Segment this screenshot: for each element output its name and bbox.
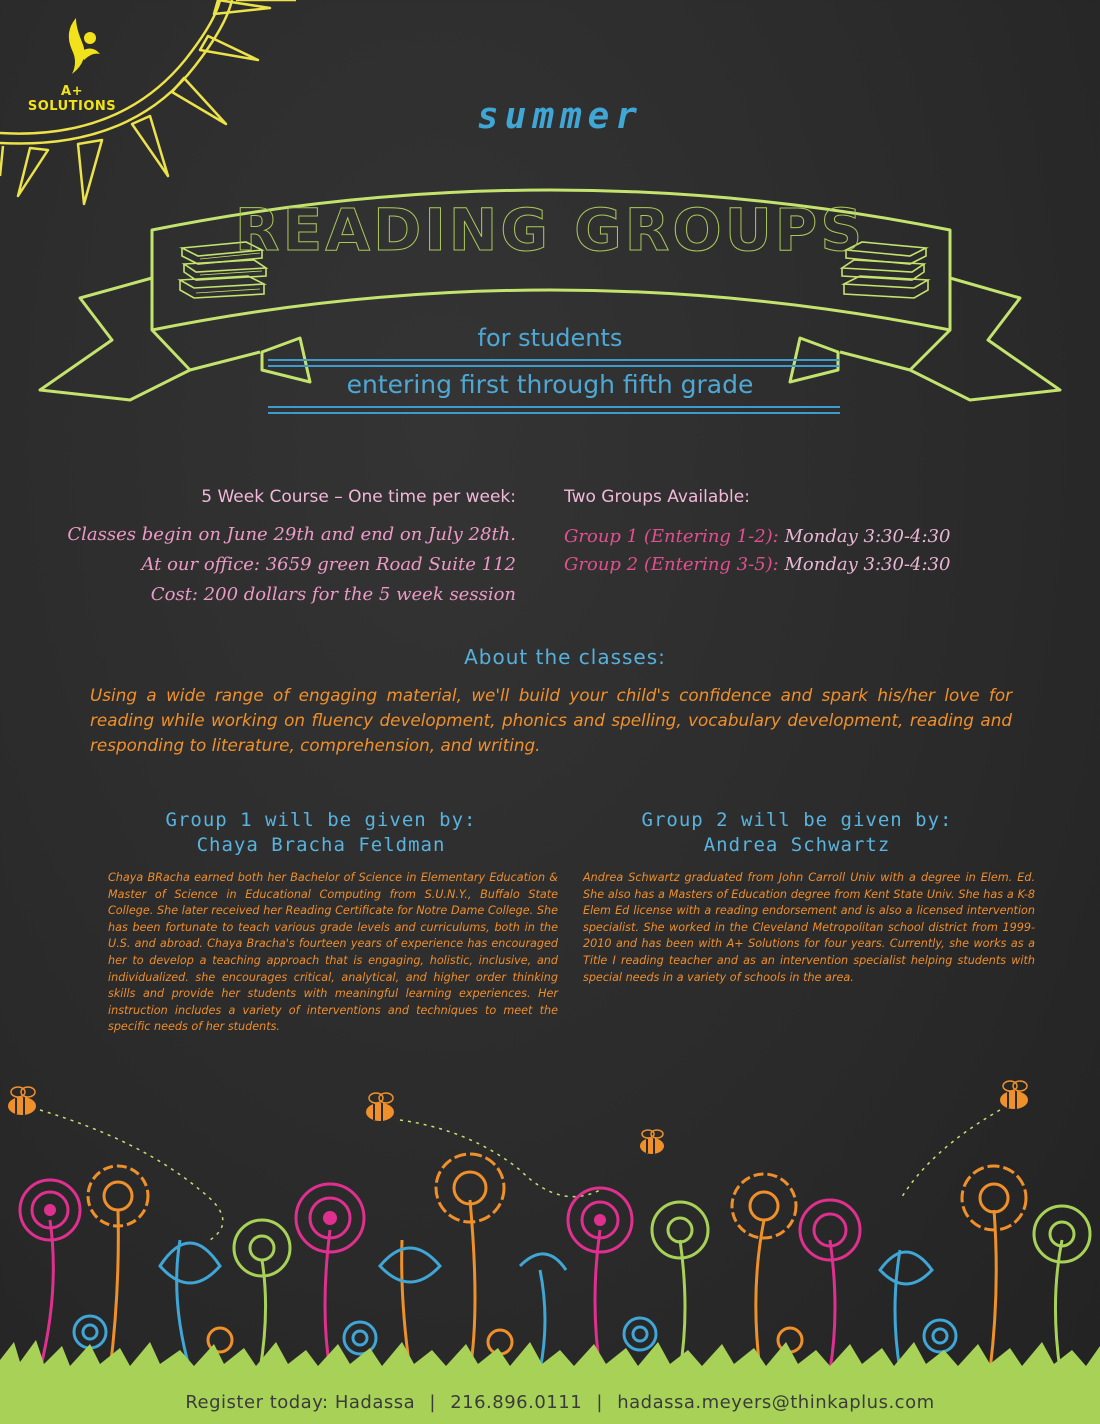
- course-cost: Cost: 200 dollars for the 5 week session: [150, 584, 516, 605]
- group-1-time: Monday 3:30-4:30: [784, 526, 951, 547]
- course-location: At our office: 3659 green Road Suite 112: [141, 554, 516, 575]
- group-2-teacher-label: Group 2 will be given by:: [641, 809, 953, 831]
- page-title: READING GROUPS: [234, 196, 866, 264]
- group-1-label: Group 1 (Entering 1-2):: [564, 526, 779, 547]
- divider: [268, 406, 840, 408]
- course-dates: Classes begin on June 29th and end on July 28th.: [67, 524, 516, 545]
- logo-mark-icon: [58, 16, 102, 76]
- group-2-label: Group 2 (Entering 3-5):: [564, 554, 779, 575]
- groups-heading: Two Groups Available:: [564, 487, 750, 507]
- footer-contact: [0, 1392, 1100, 1413]
- group-2-teacher-heading: [584, 808, 1010, 858]
- course-heading: 5 Week Course – One time per week:: [201, 487, 516, 507]
- group-1-teacher-label: Group 1 will be given by:: [165, 809, 477, 831]
- summer-eyebrow: summer: [476, 96, 644, 137]
- group-1-teacher-bio: Chaya BRacha earned both her Bachelor of Science in Elementary Education & Master of Science in Educational Computing from S.U.N.Y., Buffalo State College. She later received her Reading Certificate for Notre Dame College. She has been fortunate to teach various grade levels and curriculums, both in the U.S. and abroad. Chaya Bracha's fourteen years of experience has encouraged her to develop a teaching approach that is engaging, holistic, inclusive, and individualized. she encourages critical, analytical, and higher order thinking skills and provide her students with meaningful learning experiences. Her instruction includes a variety of interventions and techniques to meet the specific needs of her students.: [108, 871, 558, 1034]
- group-1-teacher-heading: [108, 808, 534, 858]
- garden-illustration: [0, 1070, 1100, 1400]
- divider: [268, 412, 840, 414]
- audience-line-1: for students: [477, 324, 623, 352]
- bee-icon: [8, 1087, 36, 1115]
- footer-register: Register today: Hadassa: [185, 1392, 416, 1413]
- footer-email[interactable]: hadassa.meyers@thinkaplus.com: [617, 1392, 935, 1413]
- group-2-teacher-name: Andrea Schwartz: [703, 834, 891, 856]
- about-heading: About the classes:: [464, 645, 666, 669]
- divider: [268, 365, 840, 367]
- bee-icon: [366, 1093, 394, 1121]
- group-1-teacher-name: Chaya Bracha Feldman: [196, 834, 446, 856]
- divider: [268, 359, 840, 361]
- bee-icon: [640, 1130, 664, 1154]
- group-2-teacher-bio: Andrea Schwartz graduated from John Carroll Univ with a degree in Elem. Ed. She also has a Masters of Education degree from Kent State Univ. She has a K-8 Elem Ed license with a reading endorsement and is also a licensed intervention specialist. She worked in the Cleveland Metropolitan school district from 1999-2010 and has been with A+ Solutions for four years. Currently, she works as a Title I reading teacher and as an intervention specialist helping students with special needs in a variety of schools in the area.: [583, 871, 1035, 984]
- bee-icon: [1000, 1081, 1028, 1109]
- group-1-schedule: [564, 526, 950, 547]
- audience-line-2: entering first through fifth grade: [346, 370, 754, 399]
- group-2-schedule: [564, 554, 950, 575]
- group-2-time: Monday 3:30-4:30: [784, 554, 951, 575]
- logo-text: A+ SOLUTIONS: [27, 84, 117, 114]
- about-body: Using a wide range of engaging material, we'll build your child's confidence and spark his/her love for reading while working on fluency development, phonics and spelling, vocabulary development, reading and responding to literature, comprehension, and writing.: [90, 685, 1012, 755]
- footer-separator: |: [429, 1392, 436, 1413]
- footer-phone[interactable]: 216.896.0111: [450, 1392, 583, 1413]
- footer-separator: |: [596, 1392, 603, 1413]
